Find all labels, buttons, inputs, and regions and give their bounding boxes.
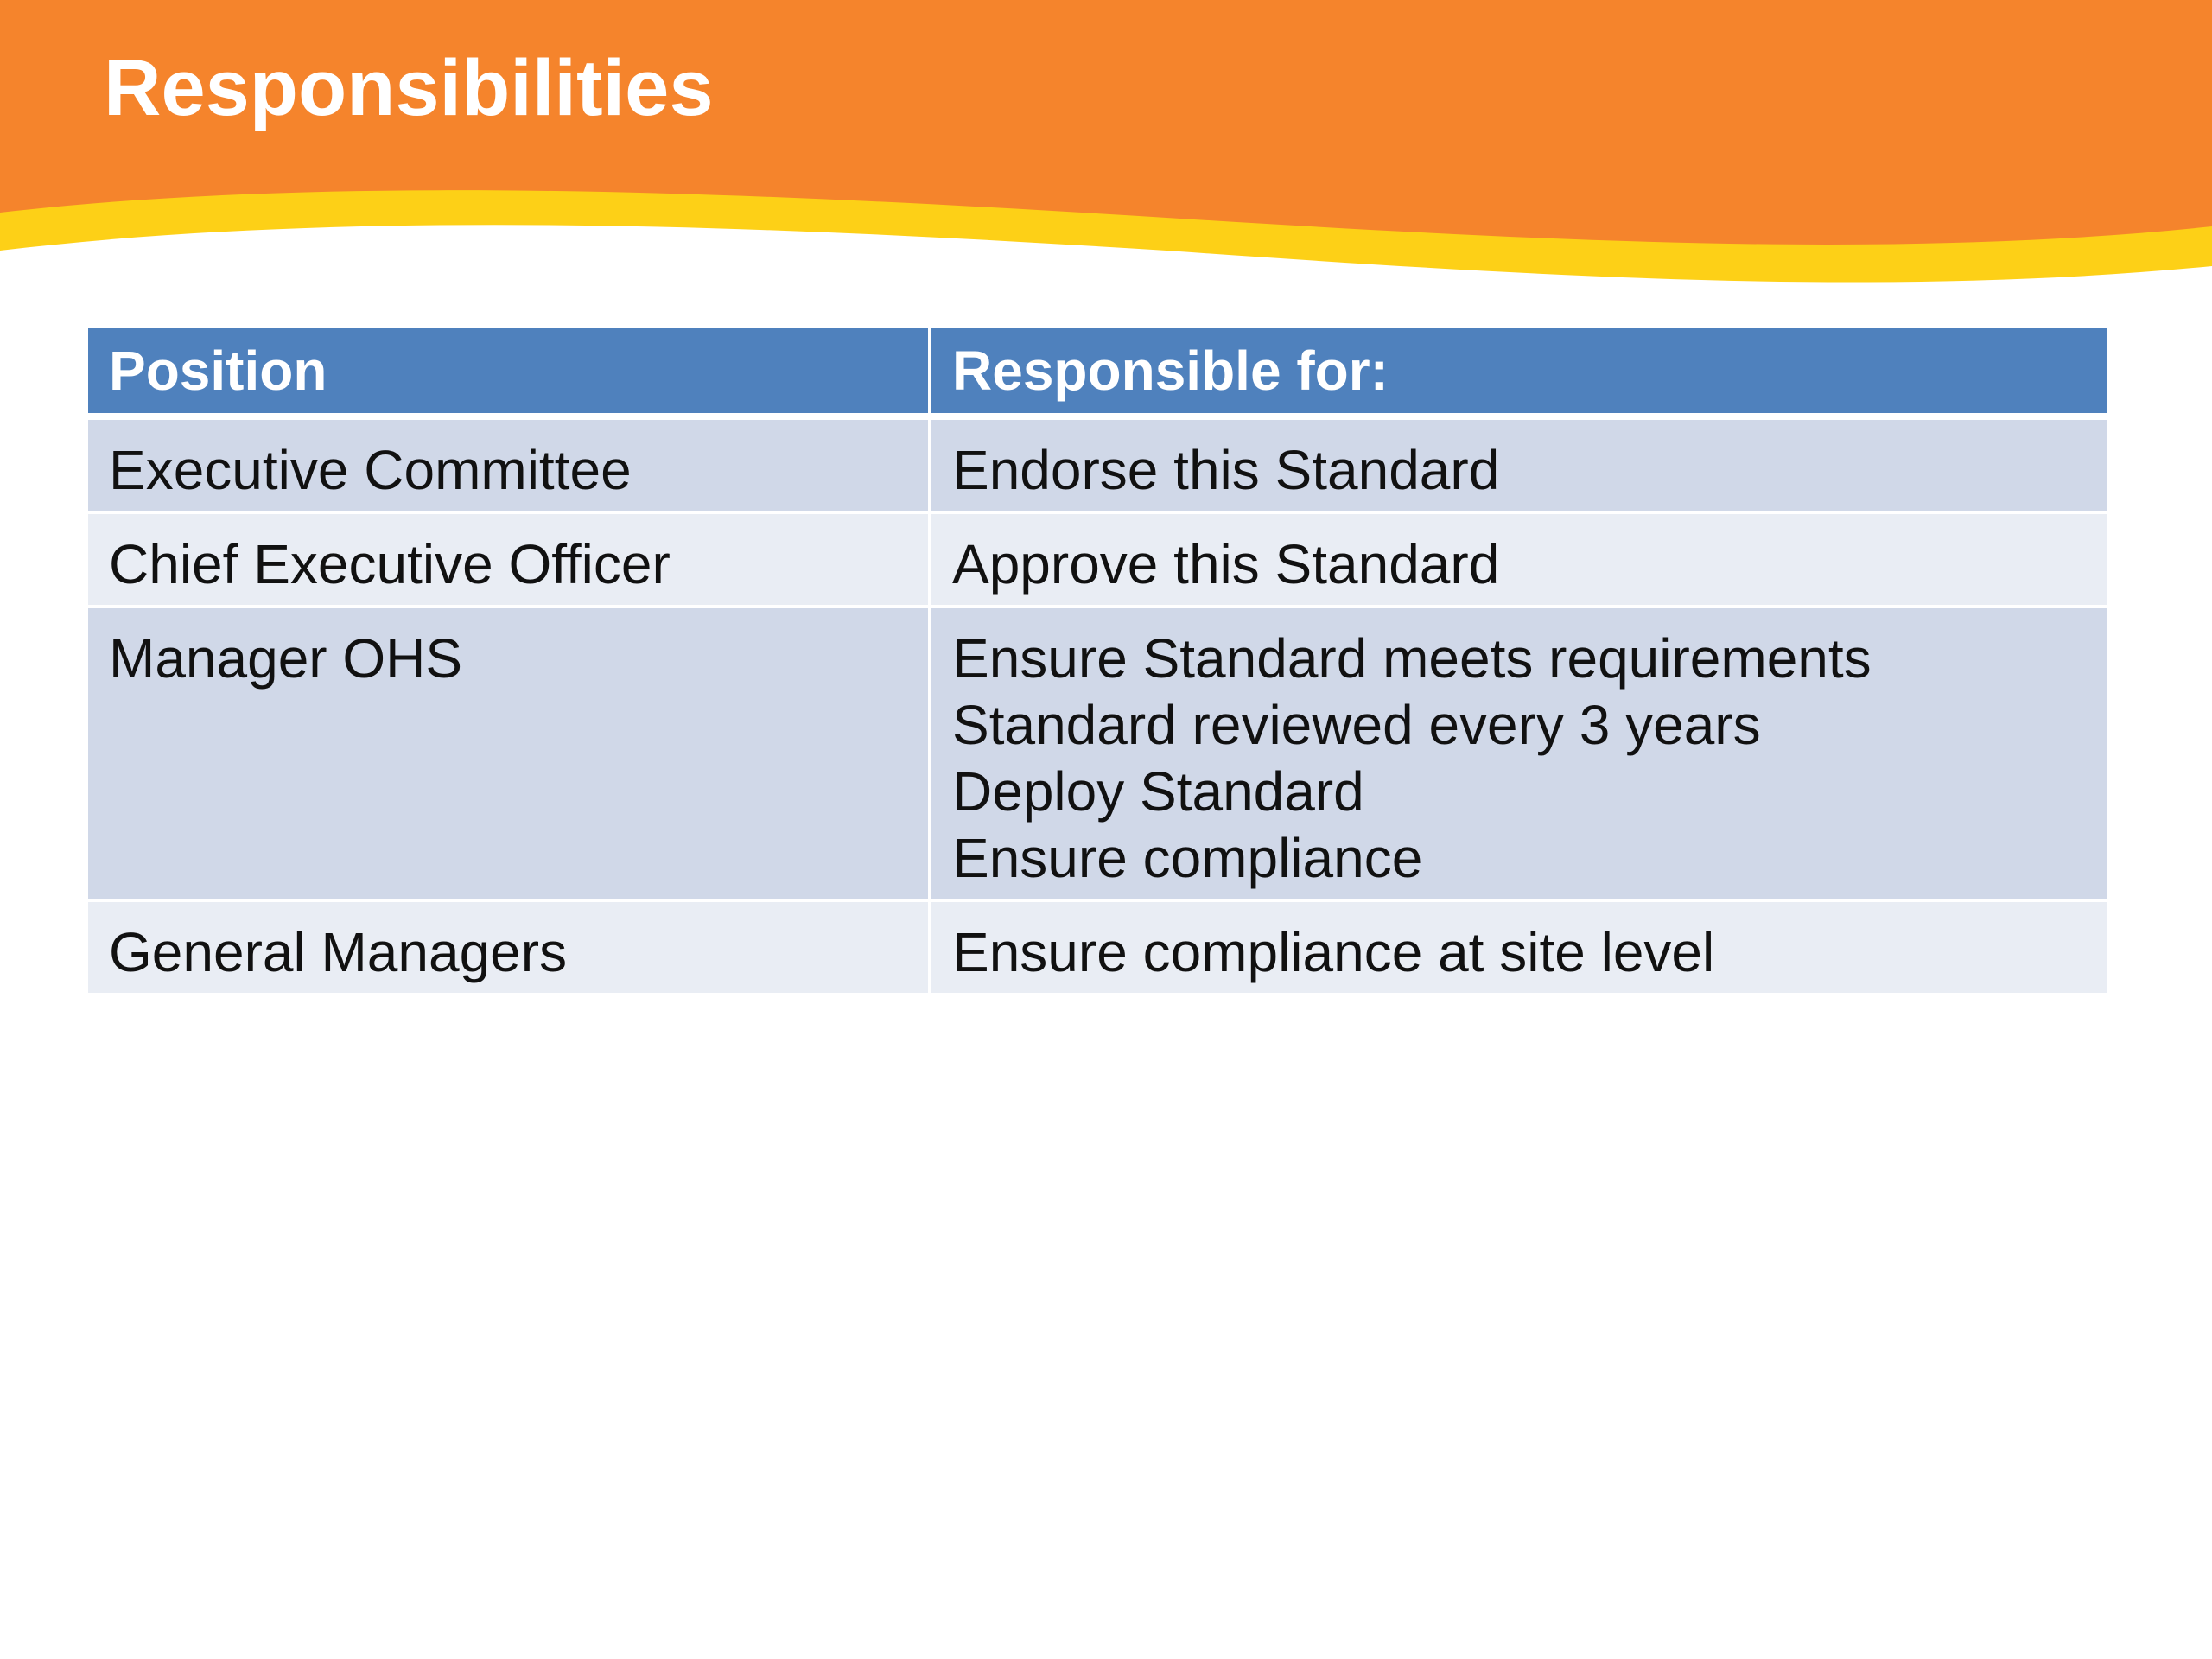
responsibility-item: Standard reviewed every 3 years [952, 694, 1761, 756]
slide-title: Responsibilities [104, 44, 714, 132]
responsibility-item: Ensure compliance [952, 827, 1423, 889]
responsibility-cell [928, 514, 2107, 608]
table-row [88, 420, 2107, 514]
position-cell: Chief Executive Officer [88, 514, 928, 608]
table-header-row [88, 328, 2107, 420]
responsibility-item: Approve this Standard [952, 533, 1500, 595]
responsibility-item: Deploy Standard [952, 760, 1364, 823]
table-row [88, 902, 2107, 993]
responsibility-item: Ensure compliance at site level [952, 921, 1715, 983]
header-position: Position [88, 328, 928, 420]
responsibility-item: Endorse this Standard [952, 439, 1500, 501]
position-cell: General Managers [88, 902, 928, 993]
position-cell: Manager OHS [88, 608, 928, 902]
responsibility-cell [928, 420, 2107, 514]
responsibility-item: Ensure Standard meets requirements [952, 627, 1872, 690]
position-cell: Executive Committee [88, 420, 928, 514]
responsibility-cell [928, 608, 2107, 902]
table-row [88, 514, 2107, 608]
table-row [88, 608, 2107, 902]
header-responsible-for: Responsible for: [928, 328, 2107, 420]
responsibilities-table [88, 328, 2107, 993]
responsibility-cell [928, 902, 2107, 993]
